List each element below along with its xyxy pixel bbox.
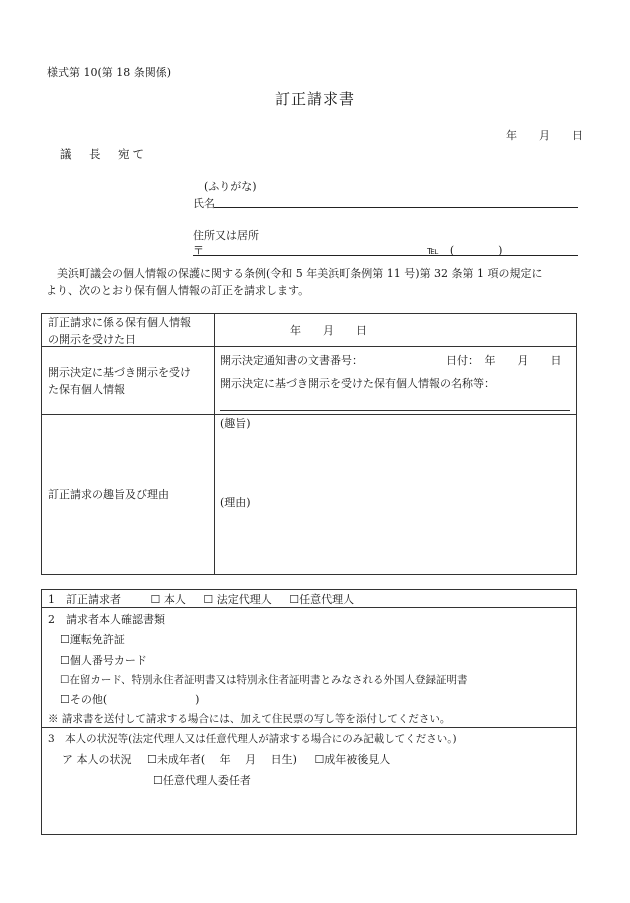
row3-label: 訂正請求の趣旨及び理由: [48, 488, 169, 501]
info-name-line: [220, 410, 570, 411]
request-table: [41, 313, 577, 575]
postal-mark: 〒: [193, 244, 204, 257]
addressee: 議 長 宛て: [60, 147, 147, 161]
row2-label-line-1: 開示決定に基づき開示を受け: [48, 366, 191, 379]
adult-ward-checkbox[interactable]: ☐成年被後見人: [314, 753, 391, 766]
intro-text: [46, 265, 581, 299]
minor-checkbox[interactable]: ☐未成年者( 年 月 日生): [147, 753, 297, 766]
mynumber-card-checkbox[interactable]: ☐個人番号カード: [60, 654, 147, 667]
date-month-label: 月: [539, 129, 550, 142]
intro-line-1: 美浜町議会の個人情報の保護に関する条例(令和 5 年美浜町条例第 11 号)第 32 条第 1 項の規定に: [57, 267, 543, 280]
intro-line-2: より、次のとおり保有個人情報の訂正を請求します。: [46, 284, 310, 297]
row2-label: [48, 364, 191, 398]
tel-label: ℡ ( ): [427, 244, 503, 257]
date-year-label: 年: [506, 129, 517, 142]
section3-status-row: [62, 751, 390, 767]
reason-field[interactable]: (理由): [220, 496, 251, 509]
request-date: [506, 127, 583, 143]
section-divider: [42, 607, 576, 608]
table-divider: [214, 314, 215, 574]
residence-card-checkbox[interactable]: ☐在留カード、特別永住者証明書又は特別永住者証明書とみなされる外国人登録証明書: [60, 674, 468, 686]
section1-label: 1 訂正請求者: [48, 593, 121, 606]
row1-label-line-1: 訂正請求に係る保有個人情報: [48, 316, 191, 329]
self-checkbox[interactable]: ☐ 本人: [150, 593, 186, 606]
form-number: 様式第 10(第 18 条関係): [47, 66, 172, 79]
address-field-line[interactable]: [193, 255, 578, 256]
section-divider: [42, 727, 576, 728]
date-day-label: 日: [572, 129, 583, 142]
section2-label: 2 請求者本人確認書類: [48, 613, 165, 626]
address-label: 住所又は居所: [193, 229, 259, 242]
legal-agent-checkbox[interactable]: ☐ 法定代理人: [203, 593, 272, 606]
row1-label: [48, 314, 191, 348]
name-field-line[interactable]: [214, 207, 578, 208]
voluntary-principal-checkbox[interactable]: ☐任意代理人委任者: [153, 774, 251, 787]
row2-label-line-2: た保有個人情報: [48, 383, 125, 396]
applicant-details-box: [41, 589, 577, 835]
row1-label-line-2: の開示を受けた日: [48, 333, 136, 346]
doc-number-field[interactable]: 開示決定通知書の文書番号：: [220, 354, 363, 367]
furigana-label: (ふりがな): [204, 180, 257, 193]
notice-date-field[interactable]: 日付： 年 月 日: [446, 354, 562, 367]
info-name-field[interactable]: 開示決定に基づき開示を受けた保有個人情報の名称等：: [220, 377, 495, 390]
table-row-divider: [42, 414, 576, 415]
other-doc-checkbox[interactable]: ☐その他( ): [60, 693, 200, 706]
section3-label: 3 本人の状況等(法定代理人又は任意代理人が請求する場合にのみ記載してください。): [48, 733, 457, 745]
mail-request-note: ※ 請求書を送付して請求する場合には、加えて住民票の写し等を添付してください。: [48, 713, 451, 725]
page-title: 訂正請求書: [274, 90, 355, 108]
name-label: 氏名: [193, 197, 215, 210]
purpose-field[interactable]: (趣旨): [220, 417, 251, 430]
voluntary-agent-checkbox[interactable]: ☐任意代理人: [289, 593, 355, 606]
license-checkbox[interactable]: ☐運転免許証: [60, 633, 125, 646]
section1-row: [48, 591, 354, 607]
disclosure-date-field[interactable]: 年 月 日: [290, 324, 367, 337]
status-label: ア 本人の状況: [62, 753, 132, 766]
